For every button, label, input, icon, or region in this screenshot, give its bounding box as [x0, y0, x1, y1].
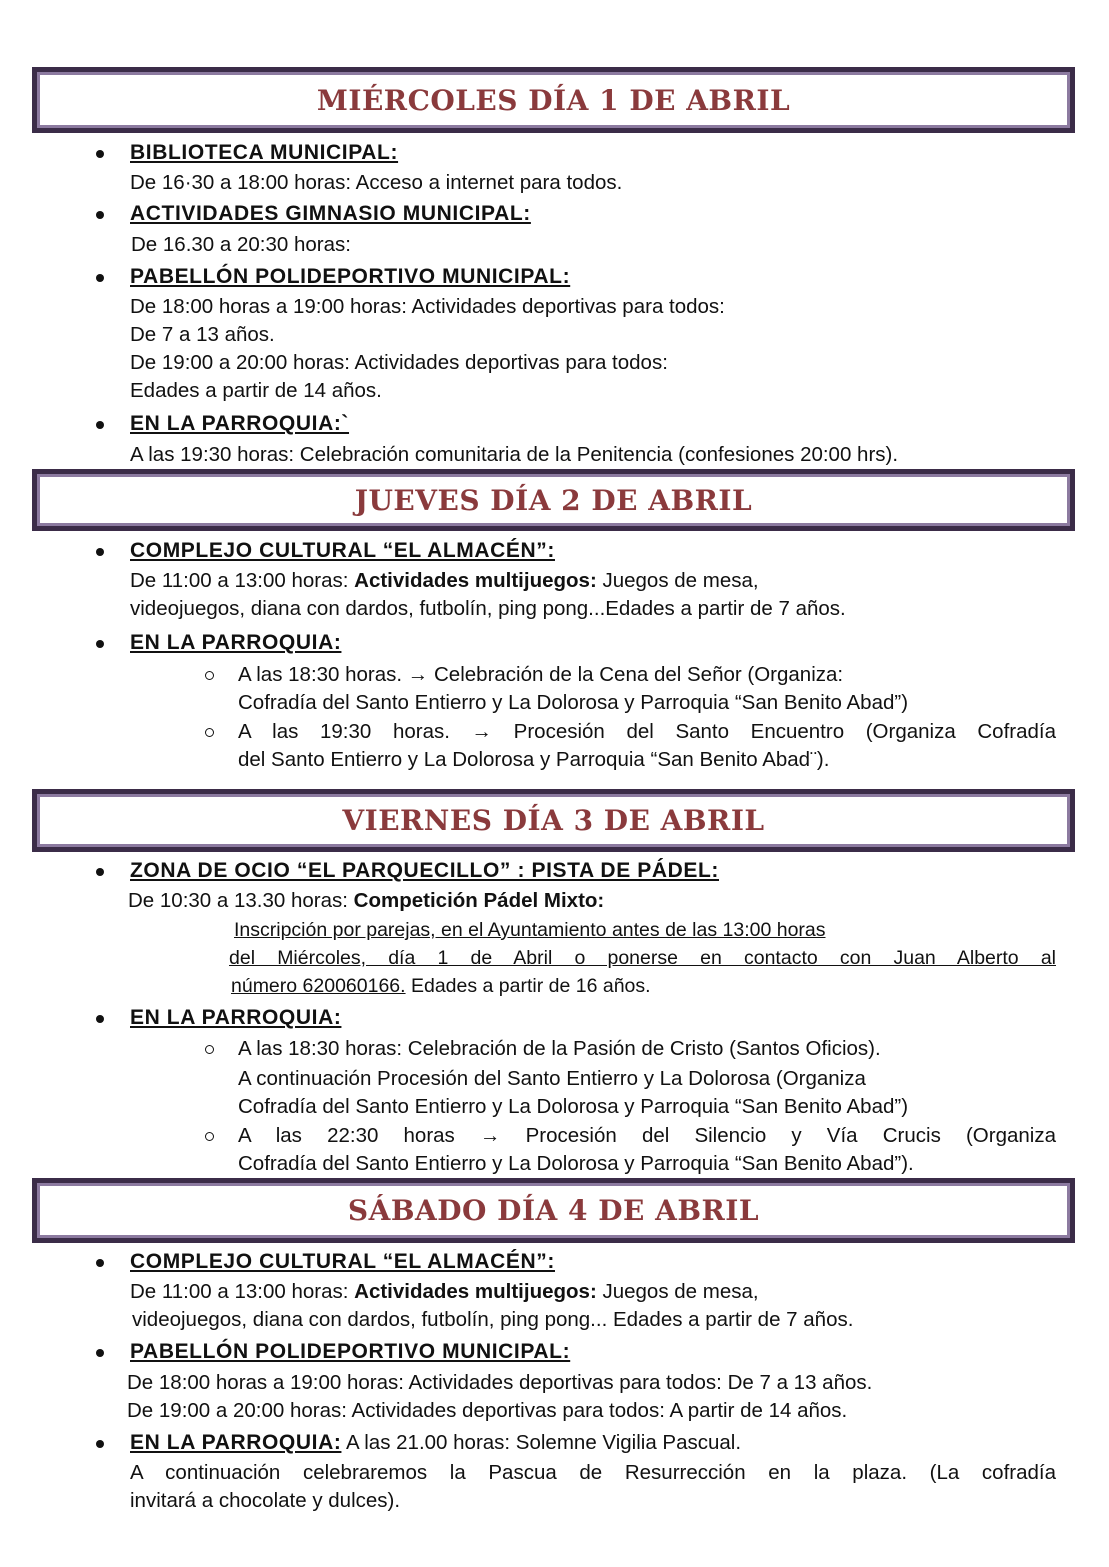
item-line: De 7 a 13 años. — [130, 323, 275, 346]
item-line: Edades a partir de 14 años. — [130, 379, 382, 402]
item-line — [130, 1430, 741, 1456]
bullet-icon — [96, 1015, 104, 1023]
bullet-icon — [96, 1259, 104, 1267]
item-line: De 19:00 a 20:00 horas: Actividades deportivas para todos: — [130, 351, 668, 374]
bullet-icon — [96, 150, 104, 158]
bullet-icon — [96, 1349, 104, 1357]
bullet-icon — [96, 274, 104, 282]
item-line: De 18:00 horas a 19:00 horas: Actividades deportivas para todos: — [130, 295, 725, 318]
day-header-box — [32, 67, 1075, 133]
bullet-icon — [96, 211, 104, 219]
age-text: Edades a partir de 16 años. — [405, 975, 651, 997]
item-line: De 18:00 horas a 19:00 horas: Actividades deportivas para todos: De 7 a 13 años. — [127, 1371, 873, 1394]
bullet-icon — [96, 868, 104, 876]
day-header-box — [32, 1178, 1075, 1243]
sub-bullet-icon — [205, 1132, 214, 1141]
sub-bullet-icon — [205, 671, 214, 680]
item-line: invitará a chocolate y dulces). — [130, 1489, 401, 1512]
item-line — [231, 973, 651, 999]
day-title: SÁBADO DÍA 4 DE ABRIL — [347, 1194, 760, 1227]
item-line: De 16.30 a 20:30 horas: — [131, 233, 351, 256]
item-line: Cofradía del Santo Entierro y La Dolorosa y Parroquia “San Benito Abad”) — [238, 691, 909, 714]
item-line: A las 18:30 horas. → Celebración de la Cena del Señor (Organiza: — [238, 663, 844, 686]
item-line: videojuegos, diana con dardos, futbolín, ping pong... Edades a partir de 7 años. — [132, 1308, 854, 1331]
item-line: Cofradía del Santo Entierro y La Dolorosa y Parroquia “San Benito Abad”). — [238, 1152, 914, 1175]
registration-note: Inscripción por parejas, en el Ayuntamiento antes de las 13:00 horas — [234, 919, 826, 941]
item-heading: BIBLIOTECA MUNICIPAL: — [130, 141, 399, 164]
day-title: VIERNES DÍA 3 DE ABRIL — [342, 804, 765, 837]
item-line: De 16·30 a 18:00 horas: Acceso a internet para todos. — [130, 171, 623, 194]
item-line — [128, 888, 604, 914]
bullet-icon — [96, 1440, 104, 1448]
item-heading: COMPLEJO CULTURAL “EL ALMACÉN”: — [130, 1250, 555, 1273]
item-heading: EN LA PARROQUIA: — [130, 1431, 342, 1454]
day-title: JUEVES DÍA 2 DE ABRIL — [354, 483, 753, 517]
item-heading: COMPLEJO CULTURAL “EL ALMACÉN”: — [130, 539, 555, 562]
item-heading: ACTIVIDADES GIMNASIO MUNICIPAL: — [130, 202, 531, 225]
item-line: De 19:00 a 20:00 horas: Actividades deportivas para todos: A partir de 14 años. — [127, 1399, 848, 1422]
activity-name: Actividades multijuegos: — [354, 569, 597, 592]
activity-name: Competición Pádel Mixto: — [353, 889, 605, 912]
sub-bullet-icon — [205, 1045, 214, 1054]
item-heading: EN LA PARROQUIA:` — [130, 412, 350, 435]
day-header-box — [32, 789, 1075, 852]
item-heading: PABELLÓN POLIDEPORTIVO MUNICIPAL: — [130, 265, 571, 288]
item-line — [130, 568, 759, 594]
bullet-icon — [96, 421, 104, 429]
item-line: A las 19:30 horas. → Procesión del Santo Encuentro (Organiza Cofradía — [238, 720, 1056, 743]
item-line: A continuación celebraremos la Pascua de Resurrección en la plaza. (La cofradía — [130, 1461, 1056, 1484]
day-header-box — [32, 469, 1075, 531]
phone-number: número 620060166. — [231, 975, 406, 997]
bullet-icon — [96, 548, 104, 556]
item-line — [130, 1279, 759, 1305]
item-heading: PABELLÓN POLIDEPORTIVO MUNICIPAL: — [130, 1340, 571, 1363]
item-line: A continuación Procesión del Santo Entierro y La Dolorosa (Organiza — [238, 1067, 866, 1090]
time-text: De 10:30 a 13.30 horas: — [128, 889, 354, 912]
item-line: del Santo Entierro y La Dolorosa y Parroquia “San Benito Abad¨). — [238, 748, 830, 771]
registration-note: del Miércoles, día 1 de Abril o ponerse en contacto con Juan Alberto al — [229, 947, 1056, 969]
sub-bullet-icon — [205, 728, 214, 737]
day-title: MIÉRCOLES DÍA 1 DE ABRIL — [316, 83, 791, 117]
time-text: De 11:00 a 13:00 horas: — [130, 569, 355, 592]
bullet-icon — [96, 640, 104, 648]
item-line: videojuegos, diana con dardos, futbolín, ping pong...Edades a partir de 7 años. — [130, 597, 846, 620]
time-text: De 11:00 a 13:00 horas: — [130, 1280, 355, 1303]
activity-text: A las 21.00 horas: Solemne Vigilia Pascual. — [341, 1431, 742, 1454]
activity-name: Actividades multijuegos: — [354, 1280, 597, 1303]
item-line: A las 22:30 horas → Procesión del Silencio y Vía Crucis (Organiza — [238, 1124, 1056, 1147]
item-line: Cofradía del Santo Entierro y La Dolorosa y Parroquia “San Benito Abad”) — [238, 1095, 909, 1118]
item-heading: EN LA PARROQUIA: — [130, 631, 342, 654]
item-heading: EN LA PARROQUIA: — [130, 1006, 342, 1029]
activity-text: Juegos de mesa, — [596, 569, 759, 592]
item-heading: ZONA DE OCIO “EL PARQUECILLO” : PISTA DE PÁDEL: — [130, 859, 719, 882]
activity-text: Juegos de mesa, — [596, 1280, 759, 1303]
item-line: A las 18:30 horas: Celebración de la Pasión de Cristo (Santos Oficios). — [238, 1037, 881, 1060]
item-line: A las 19:30 horas: Celebración comunitaria de la Penitencia (confesiones 20:00 hrs). — [130, 443, 899, 466]
